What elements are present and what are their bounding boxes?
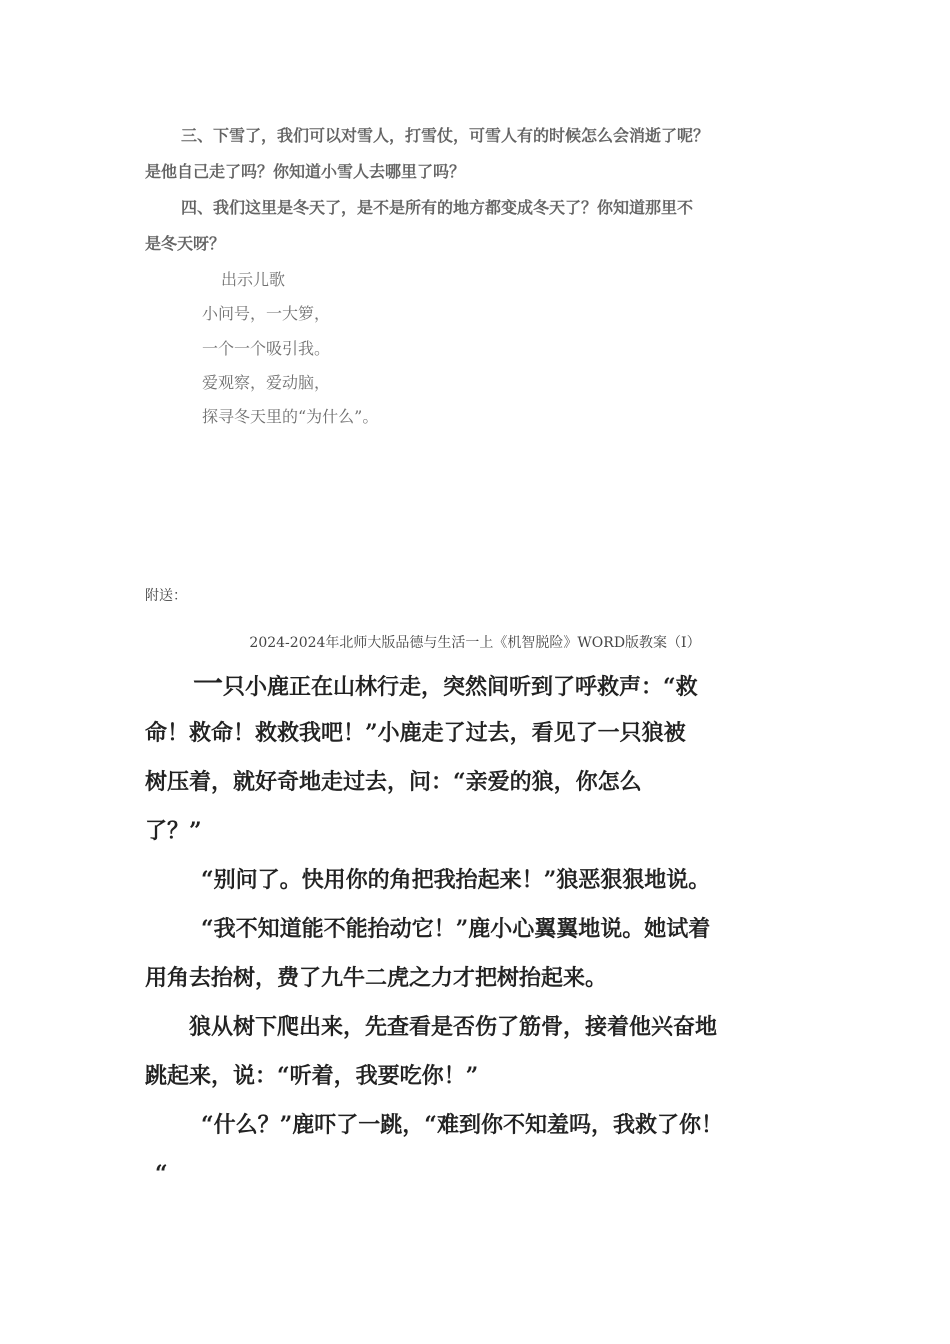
attachment-label: 附送： (145, 588, 187, 604)
song-line: 爱观察，爱动脑， (202, 373, 331, 392)
story-line: 了？” (145, 818, 202, 844)
question-three (145, 118, 825, 190)
story-line: 树压着，就好奇地走过去，问：“亲爱的狼，你怎么 (145, 769, 642, 795)
story-paragraph-1-line-1: 一只小鹿正在山林行走，突然间听到了呼救声：“救 (193, 667, 698, 702)
song-line: 一个一个吸引我。 (202, 339, 331, 358)
document-title: 2024-2024年北师大版品德与生活一上《机智脱险》WORD版教案（I） (249, 635, 701, 651)
story-body (145, 660, 723, 1199)
story-line: 狼从树下爬出来，先查看是否伤了筋骨，接着他兴奋地 (189, 1014, 718, 1040)
story-line: 跳起来，说：“听着，我要吃你！” (145, 1063, 479, 1089)
song-line: 探寻冬天里的“为什么”。 (202, 407, 379, 426)
story-line: “别问了。快用你的角把我抬起来！”狼恶狠狠地说。 (201, 867, 711, 893)
question-four (145, 190, 825, 262)
question-four-line-2: 是冬天呀？ (145, 234, 226, 253)
song-line: 小问号，一大箩， (202, 304, 331, 323)
story-line: “ (155, 1161, 168, 1187)
question-three-line-2: 是他自己走了吗？你知道小雪人去哪里了吗？ (145, 162, 466, 181)
question-four-line-1: 四、我们这里是冬天了，是不是所有的地方都变成冬天了？你知道那里不 (181, 198, 694, 217)
drop-cap: 一 (193, 667, 223, 702)
story-line: 用角去抬树，费了九牛二虎之力才把树抬起来。 (145, 965, 608, 991)
story-line: “什么？”鹿吓了一跳，“难到你不知羞吗，我救了你！ (201, 1112, 723, 1138)
question-three-line-1: 三、下雪了，我们可以对雪人，打雪仗，可雪人有的时候怎么会消逝了呢？ (181, 126, 710, 145)
song-heading: 出示儿歌 (221, 270, 286, 289)
story-line: 命！救命！救救我吧！”小鹿走了过去，看见了一只狼被 (145, 720, 686, 746)
story-line: “我不知道能不能抬动它！”鹿小心翼翼地说。她试着 (201, 916, 711, 942)
